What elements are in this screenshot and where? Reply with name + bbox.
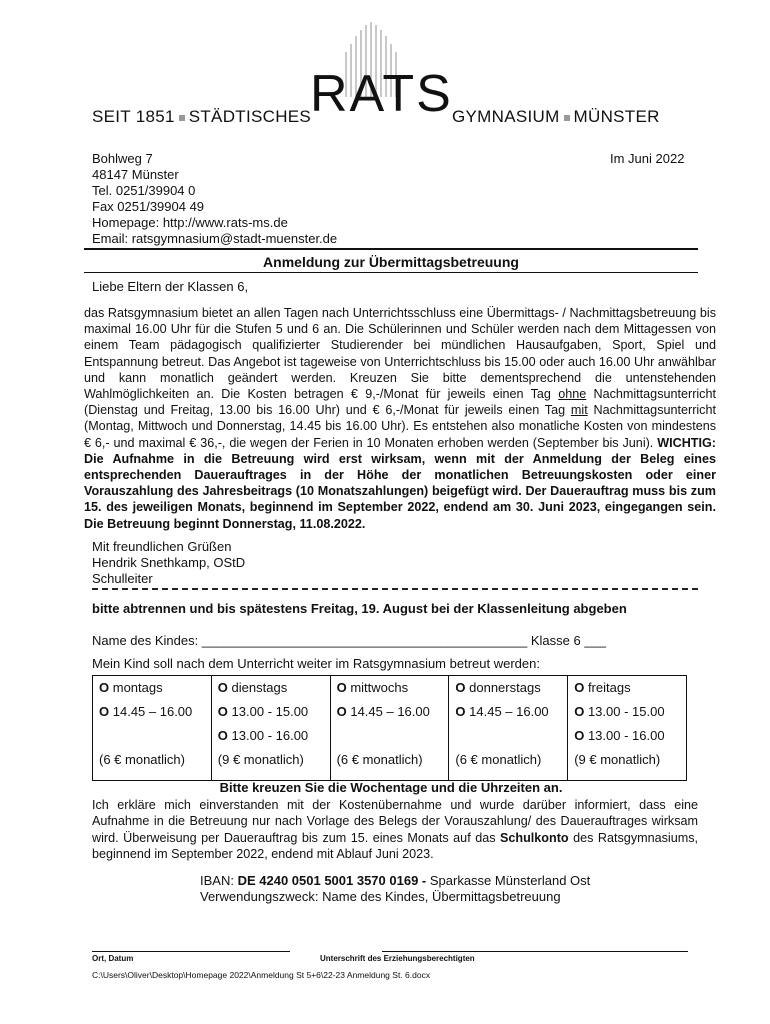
weekday-table xyxy=(92,675,687,781)
consent-text-2: des Ratsgymnasiums, beginnend im September 2022, endend mit Ablauf Juni 2023. xyxy=(92,830,698,862)
body-ohne: ohne xyxy=(558,387,587,402)
checkbox-slot[interactable]: O xyxy=(574,704,585,719)
body-text-2: Nachmittagsunterricht (Dienstag und Freitag, 13.00 bis 16.00 Uhr) und € 6,-/Monat für jeweils einen Tag xyxy=(84,387,716,418)
child-name-field[interactable]: _____________________________________________ xyxy=(201,633,528,648)
body-important-label: WICHTIG: xyxy=(657,435,716,450)
checkbox-thursday[interactable]: O xyxy=(455,680,466,695)
checkbox-tuesday[interactable]: O xyxy=(217,680,228,695)
consent-text-1: Ich erkläre mich einverstanden mit der Kostenübernahme und wurde darüber informiert, dass eine Aufnahme in die Betreuung nur nach Vorlage des Belegs der Vorauszahlung/ des Dauerauftrages wirksam wird. Überweisung per Dauerauftrag bis zum 15. eines Monats auf das xyxy=(92,798,698,845)
bank-name: Sparkasse Münsterland Ost xyxy=(426,873,591,888)
slot-label: 13.00 - 16.00 xyxy=(587,728,665,743)
checkbox-slot[interactable]: O xyxy=(574,728,585,743)
checkbox-slot[interactable]: O xyxy=(99,704,110,719)
consent-account: Schulkonto xyxy=(500,830,569,845)
iban-value: DE 4240 0501 5001 3570 0169 - xyxy=(237,873,427,888)
day-cell-wednesday xyxy=(330,676,449,781)
title-rule-bottom xyxy=(84,272,698,273)
day-label: dienstags xyxy=(231,680,288,695)
letterhead-city: MÜNSTER xyxy=(573,107,660,126)
file-path: C:\Users\Oliver\Desktop\Homepage 2022\Anmeldung St 5+6\22-23 Anmeldung St. 6.docx xyxy=(92,970,431,980)
letterhead-gymnasium: GYMNASIUM xyxy=(452,107,560,126)
body-important-text: Die Aufnahme in die Betreuung wird erst wirksam, wenn mit der Anmeldung der Beleg eines entsprechenden Dauerauftrages in der Höhe der monatlichen Betreuungskosten oder einer Vorauszahlung des Jahresbeitrags (10 Monatszahlungen) beigefügt wird. Der Dauerauftrag muss bis zum 15. des jeweiligen Monats, beginnend im September 2022, endend am 30. Juni 2023, eingegangen sein. Die Betreuung beginnt Donnerstag, 11.08.2022. xyxy=(84,451,716,531)
consent-paragraph xyxy=(92,797,698,863)
care-intro: Mein Kind soll nach dem Unterricht weiter im Ratsgymnasium betreut werden: xyxy=(92,656,540,671)
bank-details xyxy=(200,873,590,905)
address-email: Email: ratsgymnasium@stadt-muenster.de xyxy=(92,231,338,246)
cross-instruction: Bitte kreuzen Sie die Wochentage und die Uhrzeiten an. xyxy=(219,780,563,795)
slot-label: 14.45 – 16.00 xyxy=(350,704,430,719)
payment-purpose: Verwendungszweck: Name des Kindes, Übermittagsbetreuung xyxy=(200,889,561,904)
slot-label: 14.45 – 16.00 xyxy=(469,704,549,719)
address-tel: Tel. 0251/39904 0 xyxy=(92,183,196,198)
slot-label: 13.00 - 16.00 xyxy=(231,728,309,743)
separator-square-icon xyxy=(564,115,570,121)
price-label: (6 € monatlich) xyxy=(336,752,423,767)
slot-label: 13.00 - 15.00 xyxy=(587,704,665,719)
child-name-label: Name des Kindes: xyxy=(92,633,199,648)
checkbox-monday[interactable]: O xyxy=(99,680,110,695)
title-rule-top xyxy=(84,248,698,250)
letterhead-left xyxy=(92,107,311,127)
signature-label: Unterschrift des Erziehungsberechtigten xyxy=(320,954,475,963)
checkbox-wednesday[interactable]: O xyxy=(336,680,347,695)
day-label: mittwochs xyxy=(350,680,409,695)
checkbox-slot[interactable]: O xyxy=(336,704,347,719)
letterhead-since: SEIT 1851 xyxy=(92,107,175,126)
address-fax: Fax 0251/39904 49 xyxy=(92,199,205,214)
class-field[interactable]: ___ xyxy=(584,633,607,648)
school-logo-text: RATS xyxy=(310,65,453,123)
day-label: freitags xyxy=(587,680,631,695)
day-cell-friday xyxy=(568,676,687,781)
document-title: Anmeldung zur Übermittagsbetreuung xyxy=(263,254,519,270)
checkbox-slot[interactable]: O xyxy=(217,704,228,719)
signature-line[interactable] xyxy=(382,951,688,952)
signature-name: Hendrik Snethkamp, OStD xyxy=(92,555,246,570)
price-label: (6 € monatlich) xyxy=(99,752,185,767)
signature-greeting: Mit freundlichen Grüßen xyxy=(92,539,232,554)
letterhead-right xyxy=(452,107,660,127)
body-mit: mit xyxy=(570,403,588,418)
day-label: donnerstags xyxy=(469,680,541,695)
price-label: (9 € monatlich) xyxy=(574,752,661,767)
body-text-1: das Ratsgymnasium bietet an allen Tagen nach Unterrichtsschluss eine Übermittags- / Nachmittagsbetreuung bis maximal 16.00 Uhr für die Stufen 5 und 6 an. Die Schülerinnen und Schüler werden nach dem Mittagessen von einem Team pädagogisch qualifizierter Studierender bei mündlichen Hausaufgaben, Sport, Spiel und Entspannung betreut. Das Angebot ist tageweise von Unterrichtschluss bis 15.00 oder auch 16.00 Uhr anwählbar und kann monatlich geändert werden. Kreuzen Sie bitte dementsprechend die untenstehenden Wahlmöglichkeiten an. Die Kosten betragen € 9,-/Monat für jeweils einen Tag xyxy=(84,306,716,402)
day-label: montags xyxy=(112,680,163,695)
address-city: 48147 Münster xyxy=(92,167,179,182)
place-date-label: Ort, Datum xyxy=(92,954,134,963)
address-block xyxy=(92,151,337,247)
letter-date: Im Juni 2022 xyxy=(610,151,685,166)
price-label: (6 € monatlich) xyxy=(455,752,542,767)
checkbox-slot[interactable]: O xyxy=(455,704,466,719)
signature-role: Schulleiter xyxy=(92,571,153,586)
checkbox-slot[interactable]: O xyxy=(217,728,228,743)
address-homepage: Homepage: http://www.rats-ms.de xyxy=(92,215,288,230)
iban-label: IBAN: xyxy=(200,873,238,888)
separator-square-icon xyxy=(179,115,185,121)
checkbox-friday[interactable]: O xyxy=(574,680,585,695)
letterhead-municipal: STÄDTISCHES xyxy=(188,107,312,126)
cut-instruction: bitte abtrennen und bis spätestens Freitag, 19. August bei der Klassenleitung abgeben xyxy=(92,601,627,616)
address-street: Bohlweg 7 xyxy=(92,151,153,166)
slot-label: 14.45 – 16.00 xyxy=(112,704,193,719)
slot-label: 13.00 - 15.00 xyxy=(231,704,309,719)
signature-block xyxy=(92,539,245,587)
place-date-line[interactable] xyxy=(92,951,290,952)
salutation: Liebe Eltern der Klassen 6, xyxy=(92,279,249,294)
price-label: (9 € monatlich) xyxy=(217,752,304,767)
day-cell-monday xyxy=(93,676,212,781)
day-cell-thursday xyxy=(449,676,568,781)
body-paragraph xyxy=(84,305,716,532)
child-name-row xyxy=(92,633,606,648)
body-text-3: Nachmittagsunterricht (Montag, Mittwoch und Donnerstag, 14.45 bis 16.00 Uhr). Es entstehen also monatliche Kosten von mindestens € 6,- und maximal € 36,-, die wegen der Ferien in 10 Monaten erhoben werden (September bis Juni). xyxy=(84,403,716,450)
cut-line xyxy=(92,588,698,590)
class-label: Klasse 6 xyxy=(530,633,581,648)
day-cell-tuesday xyxy=(211,676,330,781)
